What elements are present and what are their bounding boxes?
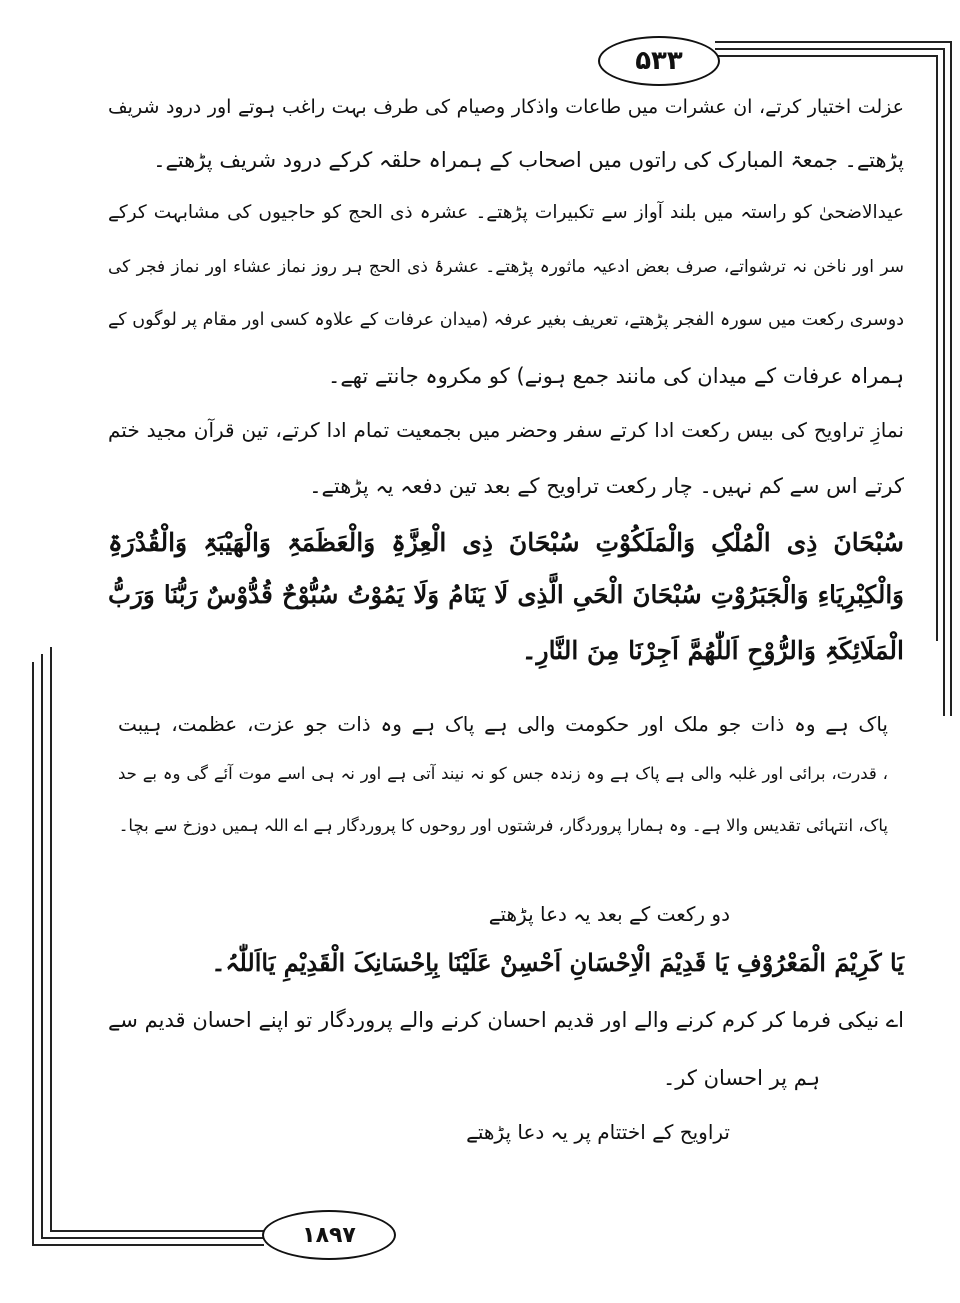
frame-left-line-2 [41,654,43,1237]
text-line-7: نمازِ تراویح کی بیس رکعت ادا کرتے سفر وحضر میں بجمعیت تمام ادا کرتے، تین قرآن مجید ختم [108,418,904,442]
text-line-4: سر اور ناخن نہ ترشواتے، صرف بعض ادعیہ ماثورہ پڑھتے۔ عشرۂ ذی الحج ہر روز نماز عشاء اور نماز فجر کی [108,257,904,277]
frame-bottom-line-1 [32,1244,264,1246]
frame-bottom-line-2 [41,1237,264,1239]
frame-bottom-line-3 [50,1230,264,1232]
arabic-dua-two-rakat: یَا کَرِیْمَ الْمَعْرُوْفِ یَا قَدِیْمَ الْاِحْسَانِ اَحْسِنْ عَلَیْنَا بِاِحْسَانِکَ الْقَدِیْمِ یَااَللّٰہُ۔ [211,948,904,977]
translation-line-3: پاک، انتہائی تقدیس والا ہے۔ وہ ہمارا پروردگار، فرشتوں اور روحوں کا پروردگار ہے اے اللہ ہمیں دوزخ سے بچا۔ [118,816,888,835]
frame-right-line-1 [950,41,952,716]
frame-left-line-1 [32,662,34,1244]
frame-right-line-3 [936,55,938,641]
text-line-2: پڑھتے۔ جمعۃ المبارک کی راتوں میں اصحاب کے ہمراہ حلقہ کرکے درود شریف پڑھتے۔ [153,148,904,172]
translation2-line-1: اے نیکی فرما کر کرم کرنے والے اور قدیم احسان کرنے والے پروردگار تو اپنے احسان قدیم سے [108,1008,904,1032]
translation-line-1: پاک ہے وہ ذات جو ملک اور حکومت والی ہے پاک ہے وہ ذات جو عزت، عظمت، ہیبت [118,712,888,736]
page-number-top: ۵۳۳ [598,36,720,86]
page-number-bottom: ۱۸۹۷ [262,1210,396,1260]
text-line-3: عیدالاضحیٰ کو راستہ میں بلند آواز سے تکبیرات پڑھتے۔ عشرہ ذی الحج کو حاجیوں کی مشابہت کرکے [108,202,904,223]
text-line-1: عزلت اختیار کرتے، ان عشرات میں طاعات واذکار وصیام کی طرف بہت راغب ہوتے اور درود شریف [108,96,904,118]
arabic-line-3: الْمَلَائِکَۃِ وَالرُّوْحِ اَللّٰھُمَّ اَجِرْنَا مِنَ النَّارِ۔ [521,636,904,665]
frame-top-line-3 [715,55,937,57]
frame-right-line-2 [943,48,945,716]
heading-tarawih-end: تراویح کے اختتام پر یہ دعا پڑھتے [466,1120,730,1144]
frame-left-line-3 [50,647,52,1230]
translation-line-2: ، قدرت، برائی اور غلبہ والی ہے پاک ہے وہ زندہ جس کو نہ نیند آتی ہے اور نہ ہی اسے موت آئے گی وہ بے حد [118,764,888,783]
frame-top-line-1 [715,41,951,43]
frame-top-line-2 [715,48,944,50]
arabic-line-1: سُبْحَانَ ذِی الْمُلْکِ وَالْمَلَکُوْتِ سُبْحَانَ ذِی الْعِزَّۃِ وَالْعَظَمَۃِ وَالْھَیْبَۃِ وَالْقُدْرَۃِ [108,528,904,557]
arabic-line-2: وَالْکِبْرِیَاءِ وَالْجَبَرُوْتِ سُبْحَانَ الْحَیِ الَّذِی لَا یَنَامُ وَلَا یَمُوْتُ سُبُّوْحٌ قُدُّوْسٌ رَبُّنَا وَرَبُّ [108,580,904,609]
heading-two-rakat: دو رکعت کے بعد یہ دعا پڑھتے [488,902,730,926]
text-line-5: دوسری رکعت میں سورہ الفجر پڑھتے، تعریف بغیر عرفہ (میدان عرفات کے علاوہ کسی اور مقام پر لوگوں کے [108,310,904,330]
text-line-6: ہمراہ عرفات کے میدان کی مانند جمع ہونے) کو مکروہ جانتے تھے۔ [328,364,904,388]
text-line-8: کرتے اس سے کم نہیں۔ چار رکعت تراویح کے بعد تین دفعہ یہ پڑھتے۔ [309,474,904,498]
translation2-line-2: ہم پر احسان کر۔ [663,1066,820,1090]
